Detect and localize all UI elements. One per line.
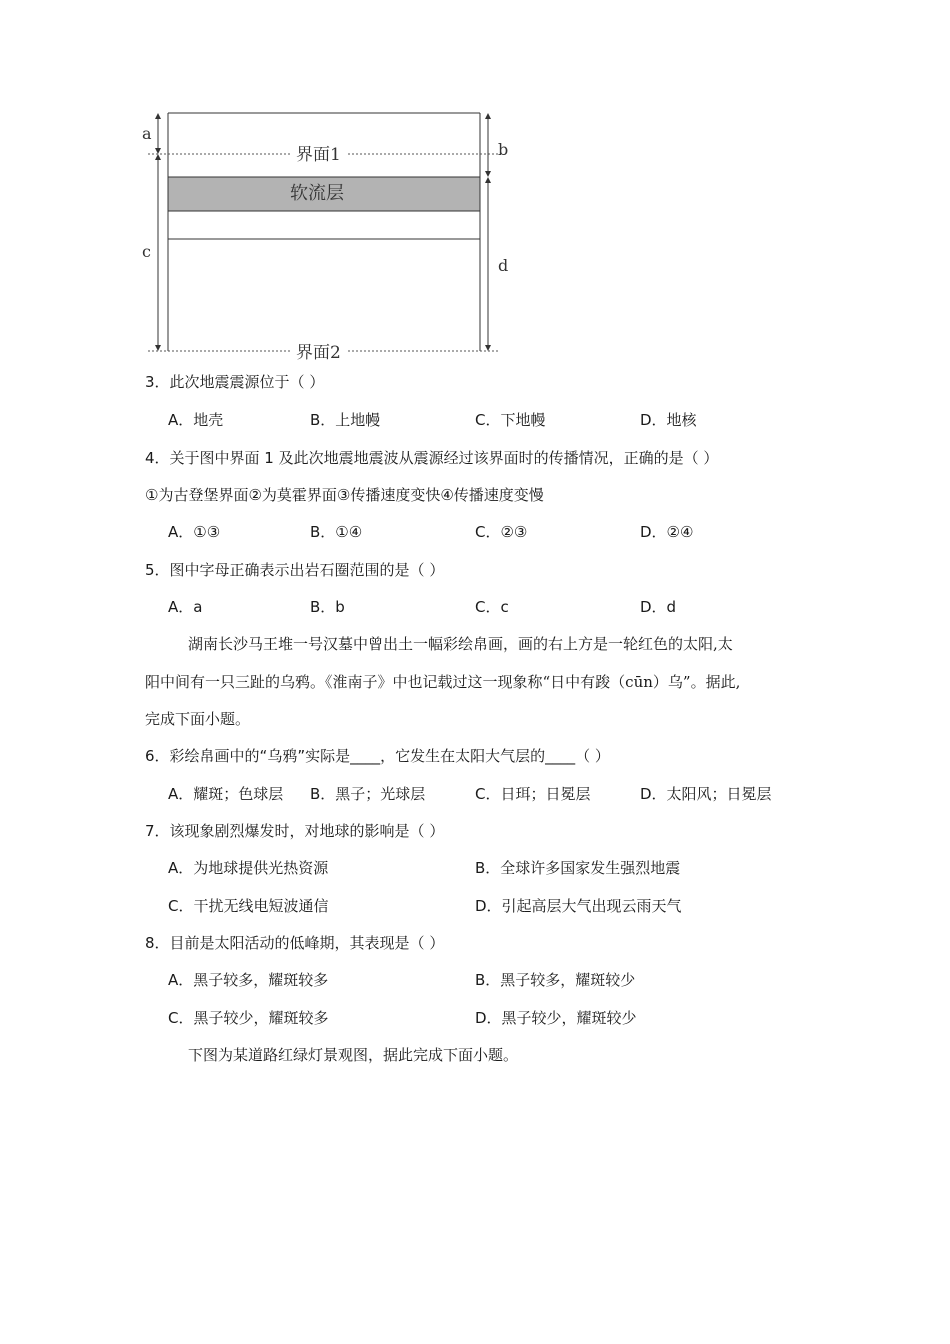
q6-option-c[interactable]: C．日珥；日冕层 (475, 785, 591, 803)
q3-option-d[interactable]: D．地核 (640, 411, 697, 429)
asthenosphere-label: 软流层 (290, 183, 344, 204)
q4-statements: ①为古登堡界面②为莫霍界面③传播速度变快④传播速度变慢 (145, 486, 544, 504)
passage1-line2: 阳中间有一只三趾的乌鸦。《淮南子》中也记载过这一现象称“日中有踆（cūn）乌”。据此, (145, 673, 741, 691)
q4-option-b[interactable]: B．①④ (310, 523, 363, 541)
diagram-svg (130, 105, 530, 365)
q8-option-b[interactable]: B．黑子较多，耀斑较少 (475, 971, 636, 989)
label-a: a (142, 124, 152, 143)
interface2-label: 界面2 (296, 343, 341, 363)
q8-option-c[interactable]: C．黑子较少，耀斑较多 (168, 1009, 329, 1027)
q3-option-b[interactable]: B．上地幔 (310, 411, 381, 429)
q8-option-a[interactable]: A．黑子较多，耀斑较多 (168, 971, 329, 989)
passage1-line3: 完成下面小题。 (145, 710, 251, 728)
q7-option-a[interactable]: A．为地球提供光热资源 (168, 859, 329, 877)
q7-option-d[interactable]: D．引起高层大气出现云雨天气 (475, 897, 682, 915)
q8-option-d[interactable]: D．黑子较少，耀斑较少 (475, 1009, 637, 1027)
q3-option-c[interactable]: C．下地幔 (475, 411, 546, 429)
q4-option-a[interactable]: A．①③ (168, 523, 221, 541)
q7-option-c[interactable]: C．干扰无线电短波通信 (168, 897, 329, 915)
q4-option-c[interactable]: C．②③ (475, 523, 528, 541)
earth-layer-diagram (130, 105, 530, 365)
label-d: d (498, 256, 509, 275)
q6-option-d[interactable]: D．太阳风；日冕层 (640, 785, 772, 803)
q4-stem: 4．关于图中界面 1 及此次地震地震波从震源经过该界面时的传播情况，正确的是（ ） (145, 449, 719, 467)
q7-stem: 7．该现象剧烈爆发时，对地球的影响是（ ） (145, 822, 445, 840)
label-c: c (142, 242, 151, 261)
q6-option-a[interactable]: A．耀斑；色球层 (168, 785, 284, 803)
passage2-line1: 下图为某道路红绿灯景观图，据此完成下面小题。 (188, 1046, 519, 1064)
label-b: b (498, 140, 509, 159)
q8-stem: 8．目前是太阳活动的低峰期，其表现是（ ） (145, 934, 445, 952)
q5-stem: 5．图中字母正确表示出岩石圈范围的是（ ） (145, 561, 445, 579)
q5-option-d[interactable]: D．d (640, 598, 677, 616)
q5-option-c[interactable]: C．c (475, 598, 509, 616)
q3-stem: 3．此次地震震源位于（ ） (145, 373, 325, 391)
q4-option-d[interactable]: D．②④ (640, 523, 694, 541)
q7-option-b[interactable]: B．全球许多国家发生强烈地震 (475, 859, 681, 877)
q5-option-a[interactable]: A．a (168, 598, 203, 616)
q5-option-b[interactable]: B．b (310, 598, 345, 616)
interface1-label: 界面1 (296, 145, 341, 165)
passage1-line1: 湖南长沙马王堆一号汉墓中曾出土一幅彩绘帛画，画的右上方是一轮红色的太阳,太 (188, 635, 733, 653)
q6-stem: 6．彩绘帛画中的“乌鸦”实际是____，它发生在太阳大气层的____（ ） (145, 747, 610, 765)
q6-option-b[interactable]: B．黑子；光球层 (310, 785, 426, 803)
q3-option-a[interactable]: A．地壳 (168, 411, 224, 429)
